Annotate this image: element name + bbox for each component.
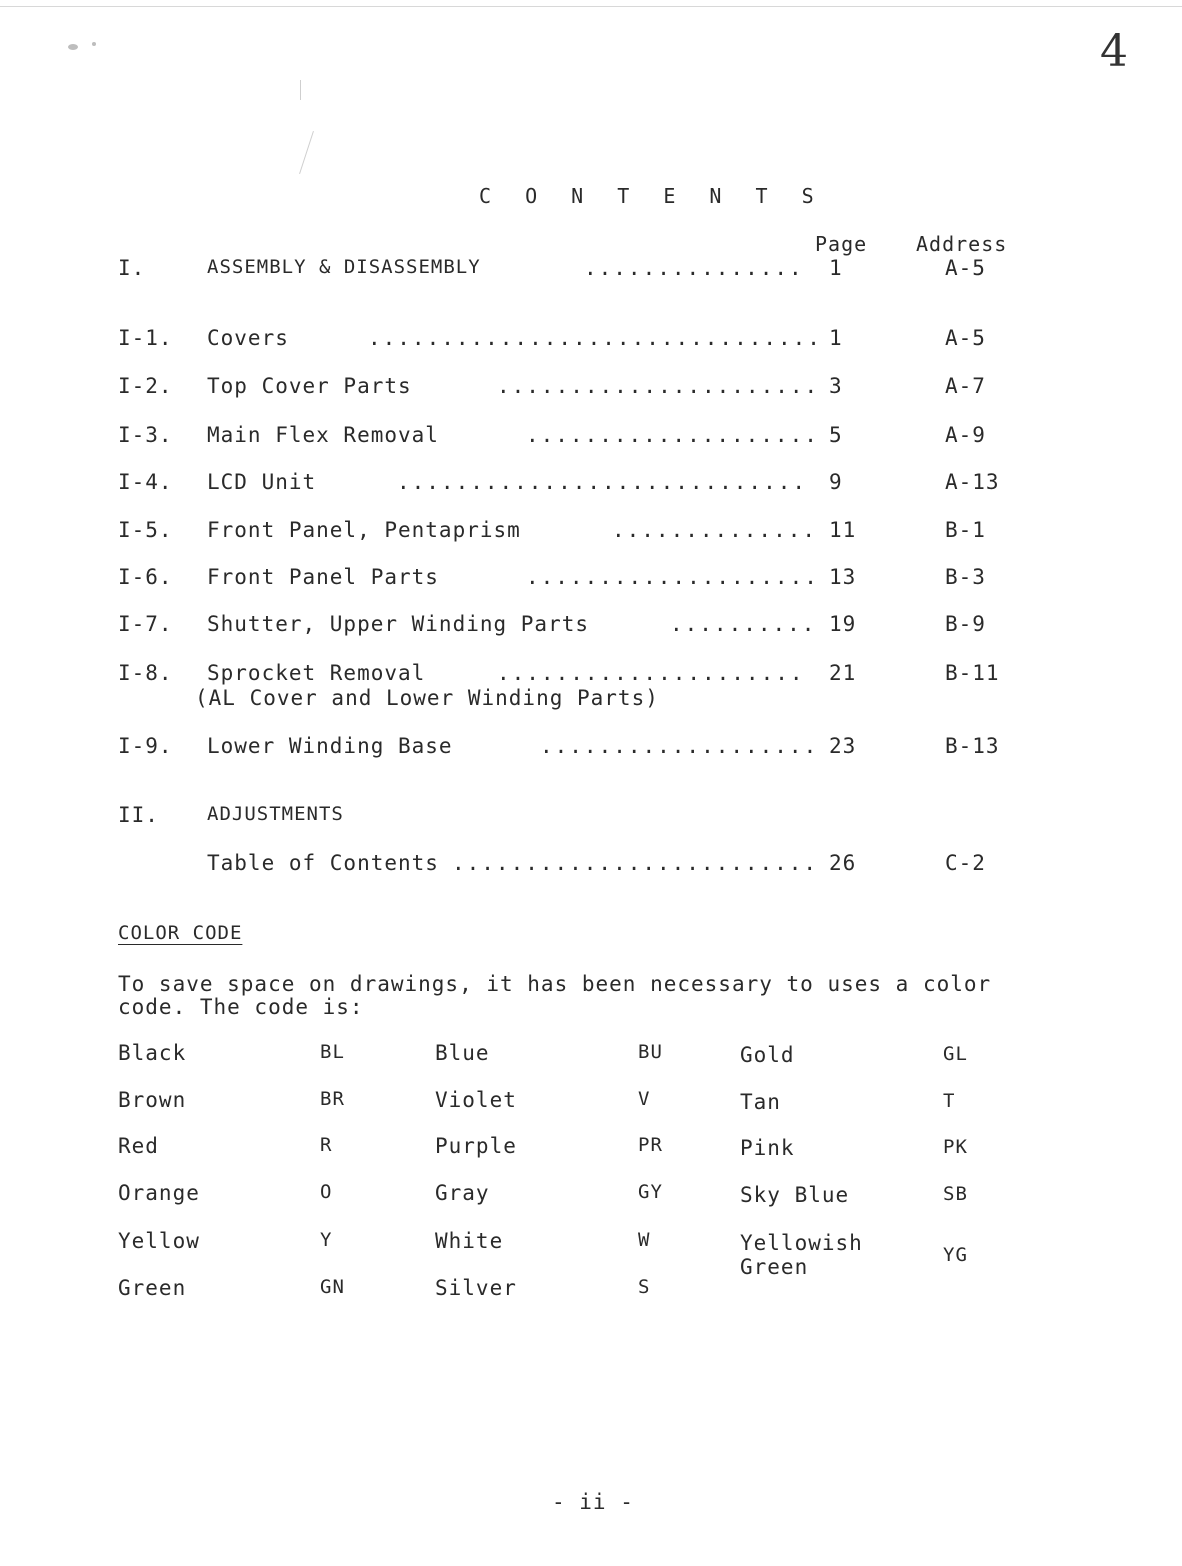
item-title: Front Panel, Pentaprism [207,518,521,542]
color-code-heading: COLOR CODE [118,922,243,944]
item-page: 13 [829,565,857,589]
item-address: C-2 [945,851,986,875]
item-title: Sprocket Removal [207,661,426,685]
color-name: Tan [740,1090,781,1114]
color-code-intro-line2: code. The code is: [118,995,364,1019]
item-address: A-5 [945,326,986,350]
dot-leader: .......... [670,612,817,636]
item-number: I-3. [118,423,173,447]
color-name: Pink [740,1136,795,1160]
item-number: I-7. [118,612,173,636]
page-title: C O N T E N T S [479,184,825,208]
color-name: Gray [435,1181,490,1205]
color-name: Brown [118,1088,187,1112]
item-page: 26 [829,851,857,875]
item-subtitle: (AL Cover and Lower Winding Parts) [195,686,659,710]
color-name: Purple [435,1134,517,1158]
dot-leader: ............... [584,256,804,280]
color-name: Red [118,1134,159,1158]
color-name-line2: Green [740,1255,809,1279]
item-address: B-13 [945,734,1000,758]
scan-streak [299,131,314,174]
item-address: B-9 [945,612,986,636]
page-footer-number: - ii - [552,1490,634,1514]
color-name: Yellow [118,1229,200,1253]
color-name: White [435,1229,504,1253]
color-abbr: S [638,1276,651,1298]
item-title: Table of Contents [207,851,439,875]
color-abbr: T [943,1090,956,1112]
dot-leader: ...................... [497,374,820,398]
item-page: 9 [829,470,843,494]
item-address: B-3 [945,565,986,589]
color-abbr: V [638,1088,651,1110]
dot-leader: .............. [612,518,818,542]
item-address: A-7 [945,374,986,398]
color-abbr: W [638,1229,651,1251]
item-number: I-2. [118,374,173,398]
item-title: LCD Unit [207,470,317,494]
scan-top-edge [0,6,1182,7]
item-page: 11 [829,518,857,542]
section-title: ADJUSTMENTS [207,803,344,825]
color-abbr: R [320,1134,333,1156]
color-abbr: GL [943,1043,968,1065]
color-name: Blue [435,1041,490,1065]
section-title: ASSEMBLY & DISASSEMBLY [207,256,481,278]
color-abbr: O [320,1181,333,1203]
item-title: Top Cover Parts [207,374,412,398]
item-page: 21 [829,661,857,685]
item-title: Covers [207,326,289,350]
color-abbr: YG [943,1244,968,1266]
item-number: I-4. [118,470,173,494]
scan-speck [68,44,78,50]
scan-speck [92,42,96,46]
column-header-page: Page [815,232,868,256]
item-title: Lower Winding Base [207,734,453,758]
dot-leader: ............................... [368,326,822,350]
section-number: II. [118,803,159,827]
color-name: Violet [435,1088,517,1112]
item-number: I-6. [118,565,173,589]
color-abbr: BR [320,1088,345,1110]
dot-leader: ......................... [452,851,819,875]
dot-leader: .................... [526,565,819,589]
color-abbr: PK [943,1136,968,1158]
item-page: 23 [829,734,857,758]
dot-leader: ................... [540,734,819,758]
item-title: Main Flex Removal [207,423,439,447]
scan-streak [300,80,301,100]
section-address: A-5 [945,256,986,280]
color-name: Black [118,1041,187,1065]
item-number: I-8. [118,661,173,685]
item-number: I-9. [118,734,173,758]
item-address: A-13 [945,470,1000,494]
color-abbr: GY [638,1181,663,1203]
color-abbr: BL [320,1041,345,1063]
color-abbr: GN [320,1276,345,1298]
item-page: 5 [829,423,843,447]
dot-leader: .................... [526,423,819,447]
handwritten-page-number: 4 [1100,26,1128,77]
item-page: 1 [829,326,843,350]
item-address: B-1 [945,518,986,542]
color-abbr: Y [320,1229,333,1251]
color-name: Yellowish [740,1231,863,1255]
color-name: Silver [435,1276,517,1300]
item-number: I-1. [118,326,173,350]
item-title: Front Panel Parts [207,565,439,589]
color-abbr: BU [638,1041,663,1063]
item-address: B-11 [945,661,1000,685]
item-page: 3 [829,374,843,398]
color-abbr: SB [943,1183,968,1205]
color-name: Orange [118,1181,200,1205]
section-number: I. [118,256,146,280]
color-code-intro-line1: To save space on drawings, it has been necessary to uses a color [118,972,992,996]
dot-leader: ..................... [497,661,805,685]
color-abbr: PR [638,1134,663,1156]
item-number: I-5. [118,518,173,542]
dot-leader: ............................ [397,470,808,494]
section-page: 1 [829,256,843,280]
column-header-address: Address [916,232,1008,256]
color-name: Green [118,1276,187,1300]
item-title: Shutter, Upper Winding Parts [207,612,590,636]
color-name: Gold [740,1043,795,1067]
item-address: A-9 [945,423,986,447]
item-page: 19 [829,612,857,636]
color-name: Sky Blue [740,1183,850,1207]
